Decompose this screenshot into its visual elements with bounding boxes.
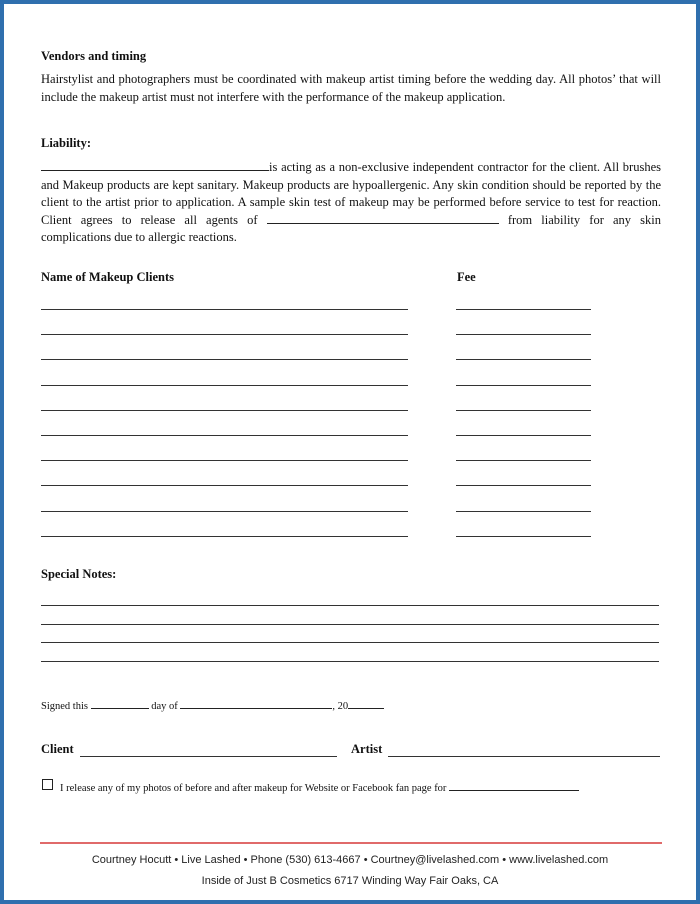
- liability-heading: Liability:: [41, 136, 92, 150]
- liability-text: [41, 159, 661, 247]
- signed-this-label: Signed this: [41, 701, 88, 712]
- release-line: [60, 779, 579, 794]
- artist-signature-label: Artist: [351, 742, 383, 756]
- release-text: I release any of my photos of before and after makeup for Website or Facebook fan page for: [60, 783, 447, 794]
- signed-date-line: [41, 697, 384, 712]
- liability-text-part-1: is acting as a non-exclusive independent contractor for the client. All brushes and Makeup products are kept sanitary. Makeup products are hypoallergenic. Any skin condition should be reported by the client to the artist prior to application. A sample skin test of makeup may be performed before service to test for reaction. Client agrees to release all agents of: [41, 160, 661, 227]
- release-checkbox[interactable]: [42, 779, 53, 790]
- signed-day-field[interactable]: [91, 697, 149, 709]
- client-fee-field[interactable]: [456, 485, 591, 486]
- day-of-label: day of: [151, 701, 178, 712]
- fee-header: Fee: [457, 270, 476, 284]
- client-name-field[interactable]: [41, 485, 408, 486]
- client-fee-field[interactable]: [456, 435, 591, 436]
- client-fee-field[interactable]: [456, 511, 591, 512]
- client-name-field[interactable]: [41, 536, 408, 537]
- client-name-field[interactable]: [41, 435, 408, 436]
- client-fee-field[interactable]: [456, 410, 591, 411]
- client-fee-field[interactable]: [456, 359, 591, 360]
- special-notes-heading: Special Notes:: [41, 567, 117, 581]
- contract-page: [4, 4, 696, 900]
- contractor-name-field[interactable]: [41, 159, 269, 171]
- client-name-field[interactable]: [41, 309, 408, 310]
- client-fee-field[interactable]: [456, 460, 591, 461]
- client-signature-field[interactable]: [80, 756, 337, 757]
- client-fee-field[interactable]: [456, 536, 591, 537]
- client-fee-field[interactable]: [456, 309, 591, 310]
- client-name-field[interactable]: [41, 460, 408, 461]
- special-notes-line[interactable]: [41, 624, 659, 625]
- client-name-field[interactable]: [41, 334, 408, 335]
- year-prefix-label: , 20: [332, 701, 349, 712]
- client-name-field[interactable]: [41, 359, 408, 360]
- footer-contact: Courtney Hocutt • Live Lashed • Phone (530) 613-4667 • Courtney@livelashed.com • www.livelashed.com: [91, 854, 609, 866]
- vendors-heading: Vendors and timing: [41, 49, 147, 63]
- signed-month-field[interactable]: [180, 697, 332, 709]
- client-signature-label: Client: [41, 742, 74, 756]
- special-notes-line[interactable]: [41, 661, 659, 662]
- liability-paragraph: [41, 159, 661, 247]
- vendors-text: [41, 71, 661, 106]
- client-fee-field[interactable]: [456, 334, 591, 335]
- client-name-field[interactable]: [41, 511, 408, 512]
- footer-divider: [40, 842, 662, 844]
- signed-year-field[interactable]: [348, 697, 384, 709]
- client-name-field[interactable]: [41, 410, 408, 411]
- client-fee-field[interactable]: [456, 385, 591, 386]
- client-name-field[interactable]: [41, 385, 408, 386]
- special-notes-line[interactable]: [41, 642, 659, 643]
- artist-signature-field[interactable]: [388, 756, 660, 757]
- liability-text-part-2: from liability for any skin complications due to allergic reactions.: [41, 212, 662, 244]
- footer-address: Inside of Just B Cosmetics 6717 Winding Way Fair Oaks, CA: [201, 875, 499, 887]
- special-notes-line[interactable]: [41, 605, 659, 606]
- client-name-header: Name of Makeup Clients: [41, 270, 174, 284]
- release-page-field[interactable]: [449, 779, 579, 791]
- agent-name-field[interactable]: [267, 212, 499, 224]
- vendors-paragraph: Hairstylist and photographers must be coordinated with makeup artist timing before the wedding day. All photos’ that will include the makeup artist must not interfere with the performance of the makeup application.: [41, 72, 661, 104]
